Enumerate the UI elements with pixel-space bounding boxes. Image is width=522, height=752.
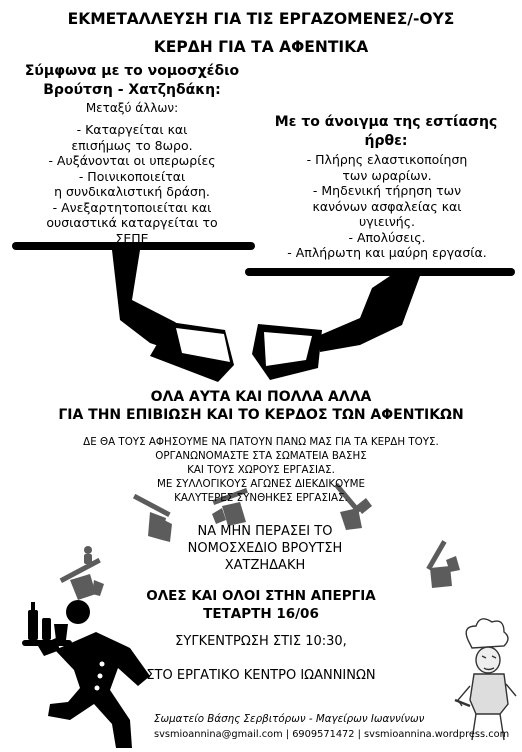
left-intro-line: Σύμφωνα με το νομοσχέδιο xyxy=(24,63,240,79)
list-item: κανόνων ασφαλείας και xyxy=(312,198,462,214)
right-tray-intro xyxy=(255,113,517,151)
left-tray-subheading: Μεταξύ άλλων: xyxy=(85,101,179,115)
list-item: - Ποινικοποιείται xyxy=(78,168,186,184)
list-item: - Αυξάνονται οι υπερωρίες xyxy=(48,153,216,168)
list-item: υγιεινής. xyxy=(358,214,416,229)
right-intro-line: ήρθε: xyxy=(364,133,408,149)
list-item: - Απολύσεις. xyxy=(348,229,426,245)
union-name: Σωματείο Βάσης Σερβιτόρων - Μαγείρων Ιωαννίνων xyxy=(154,713,425,725)
list-item: ουσιαστικά καταργείται το xyxy=(46,215,218,230)
list-item: - Καταργείται και xyxy=(76,122,188,137)
cta-line: ΚΑΙ ΤΟΥΣ ΧΩΡΟΥΣ ΕΡΓΑΣΙΑΣ. xyxy=(187,464,335,476)
cta-line: ΚΑΛΥΤΕΡΕΣ ΣΥΝΘΗΚΕΣ ΕΡΓΑΣΙΑΣ. xyxy=(174,492,348,504)
title-line-2: ΚΕΡΔΗ ΓΙΑ ΤΑ ΑΦΕΝΤΙΚΑ xyxy=(153,38,369,56)
list-item: ΣΕΠΕ xyxy=(115,230,149,246)
call-to-action-block xyxy=(0,435,522,505)
middle-heading-1: ΟΛΑ ΑΥΤΑ ΚΑΙ ΠΟΛΛΑ ΑΛΛΑ xyxy=(150,389,372,405)
strike-date: ΤΕΤΑΡΤΗ 16/06 xyxy=(203,606,319,622)
list-item: - Ανεξαρτητοποιείται και xyxy=(52,199,212,215)
contact-info: svsmioannina@gmail.com | 6909571472 | svsmioannina.wordpress.com xyxy=(154,729,510,740)
cta-line: ΔΕ ΘΑ ΤΟΥΣ ΑΦΗΣΟΥΜΕ ΝΑ ΠΑΤΟΥΝ ΠΑΝΩ ΜΑΣ ΓΙΑ ΤΑ ΚΕΡΔΗ ΤΟΥΣ. xyxy=(83,436,439,448)
strike-heading: ΟΛΕΣ ΚΑΙ ΟΛΟΙ ΣΤΗΝ ΑΠΕΡΓΙΑ xyxy=(146,588,376,604)
law-line: ΧΑΤΖΗΔΑΚΗ xyxy=(224,558,306,573)
list-item: - Απλήρωτη και μαύρη εργασία. xyxy=(287,245,487,260)
left-tray-list xyxy=(14,122,250,246)
list-item: των ωραρίων. xyxy=(342,167,432,183)
list-item: - Μηδενική τήρηση των xyxy=(312,183,462,198)
list-item: η συνδικαλιστική δράση. xyxy=(54,184,210,199)
right-tray-hand-icon xyxy=(245,268,515,380)
left-tray-hand-icon xyxy=(12,242,255,382)
middle-heading-2: ΓΙΑ ΤΗΝ ΕΠΙΒΙΩΣΗ ΚΑΙ ΤΟ ΚΕΡΔΟΣ ΤΩΝ ΑΦΕΝΤΙΚΩΝ xyxy=(58,407,464,423)
law-block xyxy=(140,523,390,574)
left-tray-intro xyxy=(14,62,250,100)
rally-location: ΣΤΟ ΕΡΓΑΤΙΚΟ ΚΕΝΤΡΟ ΙΩΑΝΝΙΝΩΝ xyxy=(146,668,376,683)
right-intro-line: Με το άνοιγμα της εστίασης xyxy=(274,114,498,130)
law-line: ΝΑ ΜΗΝ ΠΕΡΑΣΕΙ ΤΟ xyxy=(197,524,333,539)
title-line-1: ΕΚΜΕΤΑΛΛΕΥΣΗ ΓΙΑ ΤΙΣ ΕΡΓΑΖΟΜΕΝΕΣ/-ΟΥΣ xyxy=(67,10,455,28)
cta-line: ΟΡΓΑΝΩΝΟΜΑΣΤΕ ΣΤΑ ΣΩΜΑΤΕΙΑ ΒΑΣΗΣ xyxy=(155,450,367,462)
list-item: επισήμως το 8ωρο. xyxy=(71,137,193,153)
list-item: - Πλήρης ελαστικοποίηση xyxy=(306,152,468,167)
law-line: ΝΟΜΟΣΧΕΔΙΟ ΒΡΟΥΤΣΗ xyxy=(187,541,343,556)
left-intro-line: Βρούτση - Χατζηδάκη: xyxy=(43,82,221,98)
right-tray-list xyxy=(258,152,516,261)
cta-line: ΜΕ ΣΥΛΛΟΓΙΚΟΥΣ ΑΓΩΝΕΣ ΔΙΕΚΔΙΚΟΥΜΕ xyxy=(157,478,365,490)
rally-time: ΣΥΓΚΕΝΤΡΩΣΗ ΣΤΙΣ 10:30, xyxy=(175,634,347,649)
